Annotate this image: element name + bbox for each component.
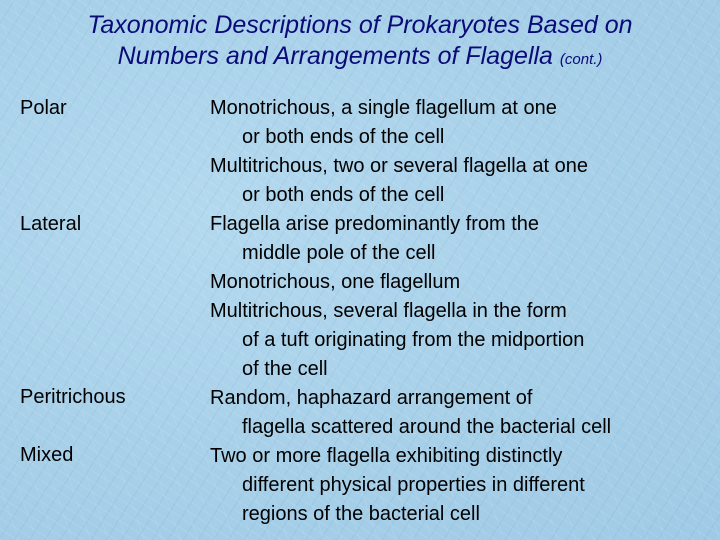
desc-text: , haphazard arrangement of xyxy=(285,387,533,409)
term-mixed: Mixed xyxy=(20,444,74,466)
term-polar: Polar xyxy=(20,97,67,119)
desc-continuation: or both ends of the cell xyxy=(242,126,445,148)
desc-continuation: of a tuft originating from the midportion xyxy=(242,329,585,351)
desc-term: Random xyxy=(210,387,286,409)
title-line-2 xyxy=(0,41,720,75)
desc-monotrichous-lateral xyxy=(210,268,710,297)
title-line-1: Taxonomic Descriptions of Prokaryotes Based on xyxy=(87,11,633,39)
desc-multitrichous-lateral xyxy=(210,297,710,326)
desc-peritrichous xyxy=(210,384,710,413)
desc-continuation: of the cell xyxy=(242,358,328,380)
desc-term: Multitrichous xyxy=(210,300,323,322)
desc-continuation: regions of the bacterial cell xyxy=(242,503,480,525)
desc-mixed: Two or more flagella exhibiting distinctly xyxy=(210,445,563,467)
desc-continuation: or both ends of the cell xyxy=(242,184,445,206)
desc-multitrichous-polar xyxy=(210,152,710,181)
desc-term: Multitrichous xyxy=(210,155,323,177)
slide-title xyxy=(0,10,720,75)
term-lateral: Lateral xyxy=(20,213,82,235)
desc-continuation xyxy=(210,239,710,268)
desc-continuation: flagella scattered around the bacterial cell xyxy=(242,416,612,438)
desc-text: , one flagellum xyxy=(330,271,461,293)
desc-text: of the cell xyxy=(344,242,436,264)
descriptions-column xyxy=(210,94,710,529)
desc-term: Monotrichous xyxy=(210,97,331,119)
term-peritrichous: Peritrichous xyxy=(20,386,126,408)
desc-term: Monotrichous xyxy=(210,271,331,293)
desc-monotrichous-polar xyxy=(210,94,710,123)
title-suffix: (cont.) xyxy=(559,51,603,68)
desc-text: , a single flagellum at one xyxy=(330,97,557,119)
desc-term: middle pole xyxy=(242,242,345,264)
desc-text: , two or several flagella at one xyxy=(322,155,588,177)
desc-continuation: different physical properties in different xyxy=(242,474,585,496)
title-line-2-text: Numbers and Arrangements of Flagella xyxy=(117,42,553,70)
desc-lateral: Flagella arise predominantly from the xyxy=(210,213,540,235)
desc-text: , several flagella in the form xyxy=(322,300,567,322)
